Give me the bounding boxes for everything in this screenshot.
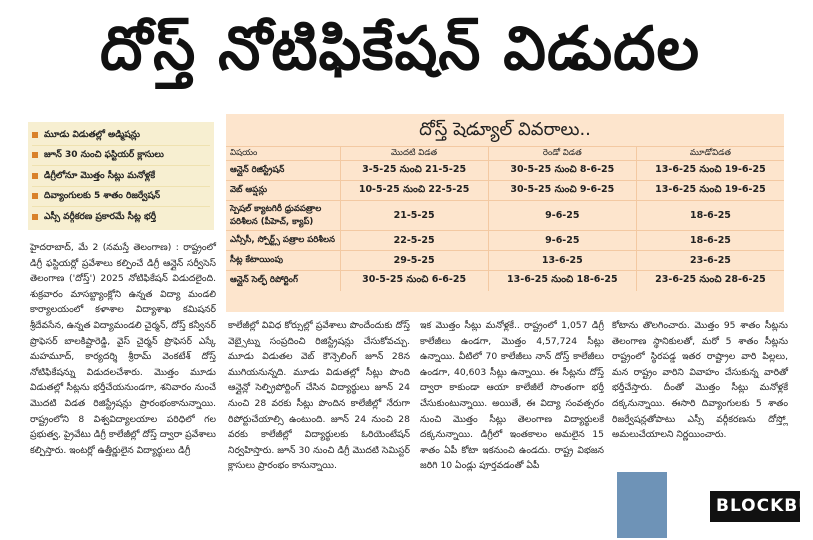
- header-subject: విషయం: [226, 147, 340, 161]
- table-row: [226, 201, 784, 231]
- row-subject: ఆన్లైన్ రిజిస్ట్రేషన్: [226, 161, 340, 181]
- highlight-item: [32, 207, 210, 228]
- bullet-icon: [32, 132, 38, 138]
- bullet-icon: [32, 193, 38, 199]
- row-first: 29-5-25: [340, 251, 488, 271]
- table-row: [226, 251, 784, 271]
- row-third: 18-6-25: [636, 201, 784, 231]
- row-second: 30-5-25 నుంచి 8-6-25: [488, 161, 636, 181]
- header-second-phase: రెండో విడత: [488, 147, 636, 161]
- bullet-icon: [32, 173, 38, 179]
- row-third: 23-6-25: [636, 251, 784, 271]
- article-text: కోటాను తొలగించారు. మొత్తం 95 శాతం సీట్లను తెలంగాణ స్థానికులతో, మరో 5 శాతం సీట్లను రాష్ట్రంలో స్థిరపడ్డ ఇతర రాష్ట్రాల వారి పిల్లలు, మన రాష్ట్రం వారిని వివాహం చేసుకున్న వారితో భర్తీచేస్తారు. దీంతో మొత్తం సీట్లు మనోళ్లకే దక్కనున్నాయి. ఈసారి దివ్యాంగులకు 5 శాతం రిజర్వేషన్లతోపాటు ఎస్సీ వర్గీకరణను దోస్త్లో అమలుచేయాలని నిర్ణయించారు.: [612, 320, 788, 441]
- article-column-1: [30, 240, 216, 458]
- row-subject: వెబ్ ఆప్షన్లు: [226, 181, 340, 201]
- row-third: 18-6-25: [636, 231, 784, 251]
- row-subject: స్పెషల్ క్యాటగిరీ ధ్రువపత్రాల పరిశీలన (పీహెచ్, క్యాప్): [226, 201, 340, 231]
- row-first: 30-5-25 నుంచి 6-6-25: [340, 271, 488, 291]
- highlight-item: [32, 166, 210, 187]
- photo-placeholder: [617, 472, 667, 538]
- table-row: [226, 271, 784, 291]
- row-subject: ఆన్లైన్ సెల్ఫ్ రిపోర్టింగ్: [226, 271, 340, 291]
- highlight-text: మూడు విడుతల్లో అడ్మిషన్లు: [44, 129, 141, 140]
- article-column-4: [612, 318, 788, 443]
- row-second: 9-6-25: [488, 231, 636, 251]
- highlight-item: [32, 125, 210, 146]
- article-text: కాలేజీల్లో వివిధ కోర్సుల్లో ప్రవేశాలు పొందేందుకు దోస్త్ వెబ్సైట్ను సంప్రదించి రిజిస్ట్రేషన్లు చేసుకోవచ్చు. మూడు విడుతల వెబ్ కౌన్సెలింగ్ జూన్ 28న ముగియనున్నది. మూడు విడుతల్లో సీట్లు పొంది ఆన్లైన్లో సెల్ఫ్రిపోర్టింగ్ చేసిన విద్యార్థులు జూన్ 24 నుంచి 28 వరకు సీట్లు పొందిన కాలేజీల్లో నేరుగా రిపోర్టుచేయాల్సి ఉంటుంది. జూన్ 24 నుంచి 28 వరకు కాలేజీల్లో విద్యార్థులకు ఓరియెంటేషన్ నిర్వహిస్తారు. జూన్ 30 నుంచి డిగ్రీ మొదటి సెమిస్టర్ క్లాసులు ప్రారంభం కానున్నాయి.: [228, 320, 410, 472]
- table-row: [226, 181, 784, 201]
- highlight-text: ఎస్సీ వర్గీకరణ ప్రకారమే సీట్ల భర్తీ: [44, 212, 157, 223]
- highlight-item: [32, 187, 210, 208]
- header-first-phase: మొదటి విడత: [340, 147, 488, 161]
- row-first: 10-5-25 నుంచి 22-5-25: [340, 181, 488, 201]
- header-third-phase: మూడోవిడత: [636, 147, 784, 161]
- row-second: 30-5-25 నుంచి 9-6-25: [488, 181, 636, 201]
- row-first: 3-5-25 నుంచి 21-5-25: [340, 161, 488, 181]
- article-text: హైదరాబాద్, మే 2 (నమస్తే తెలంగాణ) : రాష్ట్రంలో డిగ్రీ ఫస్టియర్లో ప్రవేశాలు కల్పించే డిగ్రీ ఆన్లైన్ సర్వీసెస్ తెలంగాణ ('దోస్త్') 2025 నోటిఫికేషన్ విడుదలైంది. శుక్రవారం మాసబ్ట్యాంక్లోని ఉన్నత విద్యా మండలి కార్యాలయంలో కళాశాల విద్యాశాఖ కమిషనర్ శ్రీదేవసేన, ఉన్నత విద్యామండలి చైర్మన్, దోస్త్ కన్వీనర్ ప్రొఫెసర్ బాలకిష్టారెడ్డి, వైస్ చైర్మన్ ప్రొఫెసర్ ఎస్కే మహమూద్, కార్యదర్శి శ్రీరామ్ వెంకటేశ్ దోస్త్ నోటిఫికేషన్ను విడుదలచేశారు. మొత్తం మూడు విడుతల్లో సీట్లను భర్తీచేయనుండగా, శనివారం నుంచే మొదటి విడత రిజిస్ట్రేషన్లు ప్రారంభంకానున్నాయి. రాష్ట్రంలోని 8 విశ్వవిద్యాలయాల పరిధిలో గల ప్రభుత్వ, ప్రైవేటు డిగ్రీ కాలేజీల్లో దోస్త్ ద్వారా ప్రవేశాలు కల్పిస్తారు. ఇంటర్లో ఉత్తీర్ణులైన విద్యార్థులు డిగ్రీ: [30, 242, 216, 456]
- row-subject: సీట్ల కేటాయింపు: [226, 251, 340, 271]
- row-second: 13-6-25 నుంచి 18-6-25: [488, 271, 636, 291]
- table-header-row: [226, 147, 784, 161]
- bullet-icon: [32, 152, 38, 158]
- bullet-icon: [32, 214, 38, 220]
- row-first: 22-5-25: [340, 231, 488, 251]
- schedule-table: [226, 114, 784, 312]
- headline-text: దోస్త్ నోటిఫికేషన్ విడుదల: [99, 14, 701, 84]
- highlight-item: [32, 146, 210, 167]
- row-first: 21-5-25: [340, 201, 488, 231]
- row-subject: ఎన్సీసీ, స్పోర్ట్స్ పత్రాల పరిశీలన: [226, 231, 340, 251]
- schedule-grid: [226, 146, 784, 291]
- article-column-2: [228, 318, 410, 474]
- row-third: 13-6-25 నుంచి 19-6-25: [636, 161, 784, 181]
- article-text: ఇక మొత్తం సీట్లు మనోళ్లకే.. రాష్ట్రంలో 1,057 డిగ్రీ కాలేజీలు ఉండగా, మొత్తం 4,57,724 సీట్లు ఉన్నాయి. వీటిలో 70 కాలేజీలు నాన్ దోస్త్ కాలేజీలు ఉండగా, 40,603 సీట్లు ఉన్నాయి. ఈ సీట్లను దోస్త్ ద్వారా కాకుండా ఆయా కాలేజీలే సొంతంగా భర్తీ చేసుకుంటున్నాయి. అయితే, ఈ విద్యా సంవత్సరం నుంచి మొత్తం సీట్లు తెలంగాణ విద్యార్థులకే దక్కనున్నాయి. డిగ్రీలో ఇంతకాలం అమలైన 15 శాతం ఏపీ కోటా ఇకనుంచి ఉండదు. రాష్ట్ర విభజన జరిగి 10 ఏండ్లు పూర్తవడంతో ఏపీ: [420, 320, 604, 472]
- article-column-3: [420, 318, 604, 474]
- brand-logo: BLOCKBU: [710, 491, 800, 522]
- headline: [0, 0, 800, 112]
- highlights-box: [28, 122, 214, 230]
- highlight-text: జూన్ 30 నుంచి ఫస్టియర్ క్లాసులు: [44, 150, 164, 161]
- table-row: [226, 161, 784, 181]
- row-second: 13-6-25: [488, 251, 636, 271]
- highlight-text: దివ్యాంగులకు 5 శాతం రిజర్వేషన్: [44, 191, 161, 202]
- row-third: 23-6-25 నుంచి 28-6-25: [636, 271, 784, 291]
- row-third: 13-6-25 నుంచి 19-6-25: [636, 181, 784, 201]
- highlight-text: డిగ్రీలోనూ మొత్తం సీట్లు మనోళ్లకే: [44, 170, 156, 181]
- table-row: [226, 231, 784, 251]
- row-second: 9-6-25: [488, 201, 636, 231]
- schedule-title: దోస్త్ షెడ్యూల్ వివరాలు..: [419, 119, 591, 140]
